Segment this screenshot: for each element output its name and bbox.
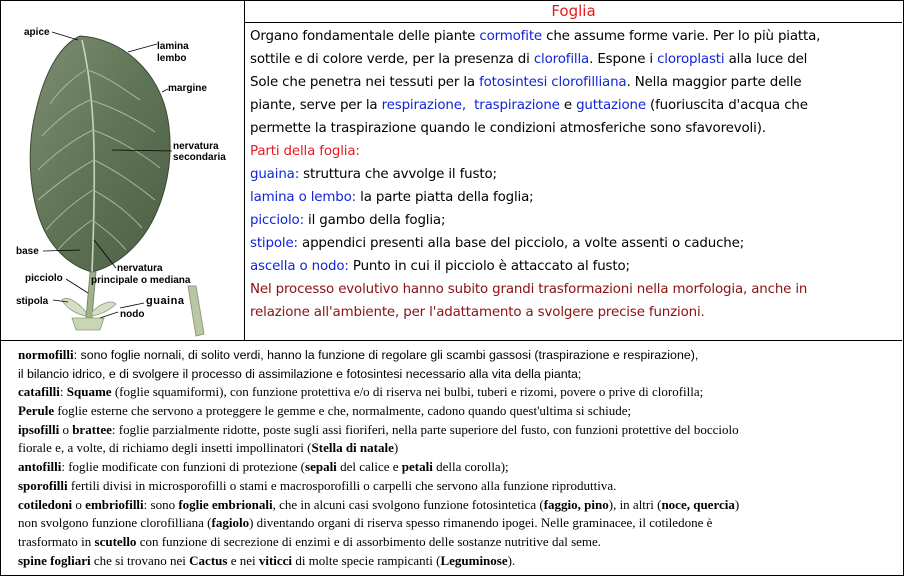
part-ascella: ascella o nodo: Punto in cui il picciolo è attaccato al fusto; — [250, 259, 630, 274]
leaf-types-section — [18, 346, 898, 570]
description-line: sottile e di colore verde, per la presenza di clorofilla. Espone i cloroplasti alla luce del — [250, 52, 808, 67]
part-guaina: guaina: struttura che avvolge il fusto; — [250, 167, 497, 182]
label-lamina: lamina — [157, 41, 189, 52]
node-shape — [72, 318, 104, 330]
term-fotosintesi: fotosintesi clorofilliana — [479, 75, 627, 90]
label-nervatura-secondaria-1: nervatura — [173, 141, 219, 152]
term-clorofilla: clorofilla — [533, 52, 590, 67]
type-spine: spine fogliari che si trovano nei Cactus e nei viticci di molte specie rampicanti (Leguminose). — [18, 552, 516, 568]
label-nervatura-principale-2: principale o mediana — [91, 275, 191, 286]
evolution-line: Nel processo evolutivo hanno subito grandi trasformazioni nella morfologia, anche in — [250, 282, 808, 297]
type-perule: Perule foglie esterne che servono a proteggere le gemme e che, normalmente, cadono quando quest'ultima si schiude; — [18, 403, 632, 419]
type-sporofilli: sporofilli fertili divisi in microsporofilli o stami e macrosporofilli o carpelli che servono alla funzione riproduttiva. — [18, 477, 617, 493]
part-picciolo: picciolo: il gambo della foglia; — [250, 213, 446, 228]
label-base: base — [16, 246, 39, 257]
type-cotiledoni-cont: trasformato in scutello con funzione di secrezione di enzimi e di assorbimento delle sostanze nutritive dal seme. — [18, 533, 602, 549]
leaf-illustration-panel — [0, 0, 244, 340]
type-cotiledoni: cotiledoni o embriofilli: sono foglie embrionali, che in alcuni casi svolgono funzione fotosintetica (faggio, pino), in altri (noce, quercia) — [18, 496, 740, 512]
type-cotiledoni-cont: non svolgono funzione clorofilliana (fagiolo) diventando organi di riserva spesso rimanendo ipogei. Nelle graminacee, il cotiledone è — [18, 515, 713, 531]
type-normofilli-cont: il bilancio idrico, e di svolgere il processo di assimilazione e fotosintesi necessario alla vita della pianta; — [18, 366, 582, 381]
term-guttazione: guttazione — [576, 98, 646, 113]
label-margine: margine — [168, 83, 207, 94]
leaf-blade-shape — [30, 36, 170, 272]
description-line: piante, serve per la respirazione, traspirazione e guttazione (fuoriuscita d'acqua che — [250, 98, 808, 113]
label-apice: apice — [24, 27, 50, 38]
part-stipole: stipole: appendici presenti alla base del picciolo, a volte assenti o caduche; — [250, 236, 745, 251]
label-nervatura-secondaria-2: secondaria — [173, 152, 226, 163]
term-traspirazione: traspirazione — [474, 98, 560, 113]
column-divider — [244, 0, 245, 340]
description-line: permette la traspirazione quando le condizioni atmosferiche sono sfavorevoli). — [250, 121, 766, 136]
leaf-illustration — [0, 0, 244, 340]
row-divider — [0, 340, 902, 341]
part-lamina: lamina o lembo: la parte piatta della foglia; — [250, 190, 534, 205]
stipule-left-shape — [62, 299, 86, 317]
type-antofilli: antofilli: foglie modificate con funzioni di protezione (sepali del calice e petali della corolla); — [18, 459, 509, 475]
title-divider — [245, 22, 902, 23]
type-normofilli: normofilli: sono foglie nornali, di solito verdi, hanno la funzione di regolare gli scambi gassosi (traspirazione e respirazione), — [18, 347, 699, 362]
label-picciolo: picciolo — [25, 273, 63, 284]
description-line: Sole che penetra nei tessuti per la fotosintesi clorofilliana. Nella maggior parte delle — [250, 75, 802, 90]
label-nervatura-principale-1: nervatura — [117, 263, 163, 274]
label-lembo: lembo — [157, 53, 187, 64]
evolution-line: relazione all'ambiente, per l'adattamento a svolgere precise funzioni. — [250, 305, 705, 320]
label-stipola: stipola — [16, 296, 49, 307]
parts-heading: Parti della foglia: — [250, 144, 360, 159]
type-ipsofilli-cont: fiorale e, a volte, di richiamo degli insetti impollinatori (Stella di natale) — [18, 440, 399, 456]
type-ipsofilli: ipsofilli o brattee: foglie parzialmente ridotte, poste sugli assi fioriferi, nella parte superiore del fusto, con funzioni protettive del bocciolo — [18, 421, 739, 437]
term-cormofite: cormofite — [479, 29, 543, 44]
term-respirazione: respirazione, — [381, 98, 466, 113]
stem-shape — [188, 286, 204, 336]
page-title: Foglia — [551, 2, 596, 20]
type-catafilli: catafilli: Squame (foglie squamiformi), con funzione protettiva e/o di riserva nei bulbi, tuberi e rizomi, povere o prive di clorofilla; — [18, 384, 704, 400]
label-nodo: nodo — [120, 309, 145, 320]
term-cloroplasti: cloroplasti — [657, 52, 725, 67]
label-guaina: guaina — [146, 295, 185, 307]
description-text — [250, 25, 898, 324]
description-line: Organo fondamentale delle piante cormofite che assume forme varie. Per lo più piatta, — [250, 29, 821, 44]
